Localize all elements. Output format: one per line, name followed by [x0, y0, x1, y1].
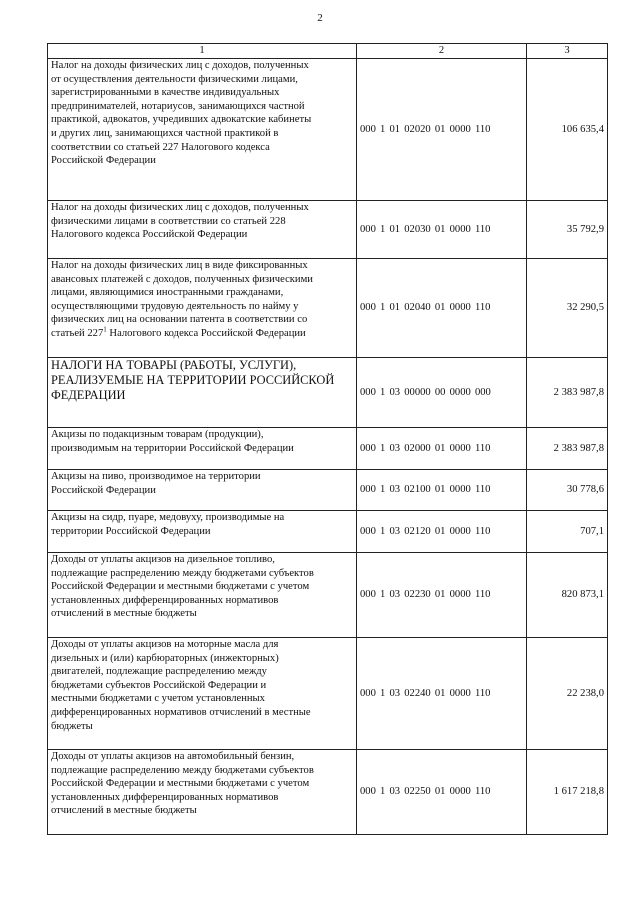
amount-cell: 2 383 987,8: [527, 428, 608, 470]
name-line: Российской Федерации и местными бюджетами с учетом: [51, 581, 310, 593]
name-line: РЕАЛИЗУЕМЫЕ НА ТЕРРИТОРИИ РОССИЙСКОЙ: [51, 373, 335, 387]
table-header-row: [48, 44, 608, 59]
budget-code-cell: 000 1 03 02100 01 0000 110: [357, 470, 527, 511]
amount-cell: 2 383 987,8: [527, 358, 608, 428]
name-line: Российской Федерации и местными бюджетами с учетом: [51, 778, 310, 790]
budget-code-cell: 000 1 03 02230 01 0000 110: [357, 553, 527, 638]
name-line: дизельных и (или) карбюраторных (инжекторных): [51, 652, 279, 664]
row-name-cell: [48, 59, 357, 201]
name-line: установленных дифференцированных нормативов: [51, 594, 279, 606]
section-name-cell: [48, 358, 357, 428]
name-line: соответствии со статьей 227 Налогового кодекса: [51, 141, 270, 153]
amount-cell: 30 778,6: [527, 470, 608, 511]
budget-code-cell: 000 1 03 02240 01 0000 110: [357, 638, 527, 750]
name-line: местными бюджетами с учетом установленных: [51, 693, 265, 705]
table-row: [48, 511, 608, 553]
name-line: зарегистрированными в качестве индивидуальных: [51, 87, 280, 99]
name-line: бюджеты: [51, 720, 93, 732]
name-line: Российской Федерации: [51, 155, 156, 167]
row-name-cell: [48, 470, 357, 511]
name-line: от осуществления деятельности физическими лицами,: [51, 73, 298, 85]
name-line: предпринимателей, нотариусов, занимающихся частной: [51, 100, 305, 112]
name-line: производимым на территории Российской Федерации: [51, 442, 294, 454]
page-number: 2: [317, 12, 323, 24]
name-line: Доходы от уплаты акцизов на автомобильный бензин,: [51, 751, 295, 762]
amount-cell: 22 238,0: [527, 638, 608, 750]
amount-cell: 707,1: [527, 511, 608, 553]
name-line: Акцизы на пиво, производимое на территории: [51, 471, 261, 482]
budget-code-cell: 000 1 03 00000 00 0000 000: [357, 358, 527, 428]
name-line: ФЕДЕРАЦИИ: [51, 388, 126, 402]
table-row: [48, 259, 608, 358]
name-line: Налогового кодекса Российской Федерации: [51, 229, 248, 241]
name-line: Акцизы по подакцизным товарам (продукции),: [51, 429, 264, 440]
name-line: физических лиц на основании патента в соответствии со: [51, 314, 308, 326]
amount-cell: 820 873,1: [527, 553, 608, 638]
name-line: подлежащие распределению между бюджетами субъектов: [51, 567, 314, 579]
article-reference: статьей 227: [51, 327, 104, 339]
table-row: [48, 638, 608, 750]
revenue-table: [47, 43, 608, 835]
row-name-cell: [48, 511, 357, 553]
name-line: бюджетами субъектов Российской Федерации и: [51, 679, 267, 691]
table-row: [48, 428, 608, 470]
budget-code-cell: 000 1 03 02000 01 0000 110: [357, 428, 527, 470]
name-line: двигателей, подлежащие распределению между: [51, 666, 267, 678]
row-name-cell: [48, 259, 357, 358]
budget-code-cell: 000 1 03 02250 01 0000 110: [357, 750, 527, 835]
name-line: подлежащие распределению между бюджетами субъектов: [51, 764, 314, 776]
table-row: [48, 750, 608, 835]
name-line: Акцизы на сидр, пуаре, медовуху, производимые на: [51, 512, 285, 523]
name-line: практикой, адвокатов, учредивших адвокатские кабинеты: [51, 114, 312, 126]
name-line: лицами, являющимися иностранными гражданами,: [51, 287, 284, 299]
name-line: Доходы от уплаты акцизов на дизельное топливо,: [51, 554, 275, 565]
name-line: Доходы от уплаты акцизов на моторные масла для: [51, 639, 279, 650]
name-line: Налог на доходы физических лиц в виде фиксированных: [51, 260, 308, 271]
name-line: Налог на доходы физических лиц с доходов, полученных: [51, 60, 309, 71]
name-line: дифференцированных нормативов отчислений в местные: [51, 706, 311, 718]
table-row: [48, 553, 608, 638]
name-line: [51, 327, 353, 341]
name-line: отчислений в местные бюджеты: [51, 805, 197, 817]
name-line-tail: Налогового кодекса Российской Федерации: [106, 327, 306, 339]
name-line: отчислений в местные бюджеты: [51, 608, 197, 620]
amount-cell: 35 792,9: [527, 201, 608, 259]
name-line: Российской Федерации: [51, 484, 156, 496]
amount-cell: 106 635,4: [527, 59, 608, 201]
row-name-cell: [48, 638, 357, 750]
budget-code-cell: 000 1 01 02020 01 0000 110: [357, 59, 527, 201]
name-line: Налог на доходы физических лиц с доходов, полученных: [51, 202, 309, 213]
name-line: авансовых платежей с доходов, полученных физическими: [51, 273, 313, 285]
budget-code-cell: 000 1 01 02040 01 0000 110: [357, 259, 527, 358]
row-name-cell: [48, 553, 357, 638]
amount-cell: 1 617 218,8: [527, 750, 608, 835]
row-name-cell: [48, 428, 357, 470]
name-line: и других лиц, занимающихся частной практикой в: [51, 127, 279, 139]
name-line: физическими лицами в соответствии со статьей 228: [51, 215, 286, 227]
name-line: НАЛОГИ НА ТОВАРЫ (РАБОТЫ, УСЛУГИ),: [51, 358, 297, 372]
row-name-cell: [48, 201, 357, 259]
column-header-amount: 3: [527, 44, 608, 59]
name-line: территории Российской Федерации: [51, 525, 211, 537]
amount-cell: 32 290,5: [527, 259, 608, 358]
table-row: [48, 59, 608, 201]
name-line: установленных дифференцированных нормативов: [51, 791, 279, 803]
column-header-name: 1: [48, 44, 357, 59]
budget-code-cell: 000 1 03 02120 01 0000 110: [357, 511, 527, 553]
budget-code-cell: 000 1 01 02030 01 0000 110: [357, 201, 527, 259]
table-row: [48, 201, 608, 259]
section-row: [48, 358, 608, 428]
column-header-code: 2: [357, 44, 527, 59]
row-name-cell: [48, 750, 357, 835]
table-row: [48, 470, 608, 511]
name-line: осуществляющими трудовую деятельность по найму у: [51, 300, 299, 312]
superscript-index: 1: [103, 325, 107, 334]
